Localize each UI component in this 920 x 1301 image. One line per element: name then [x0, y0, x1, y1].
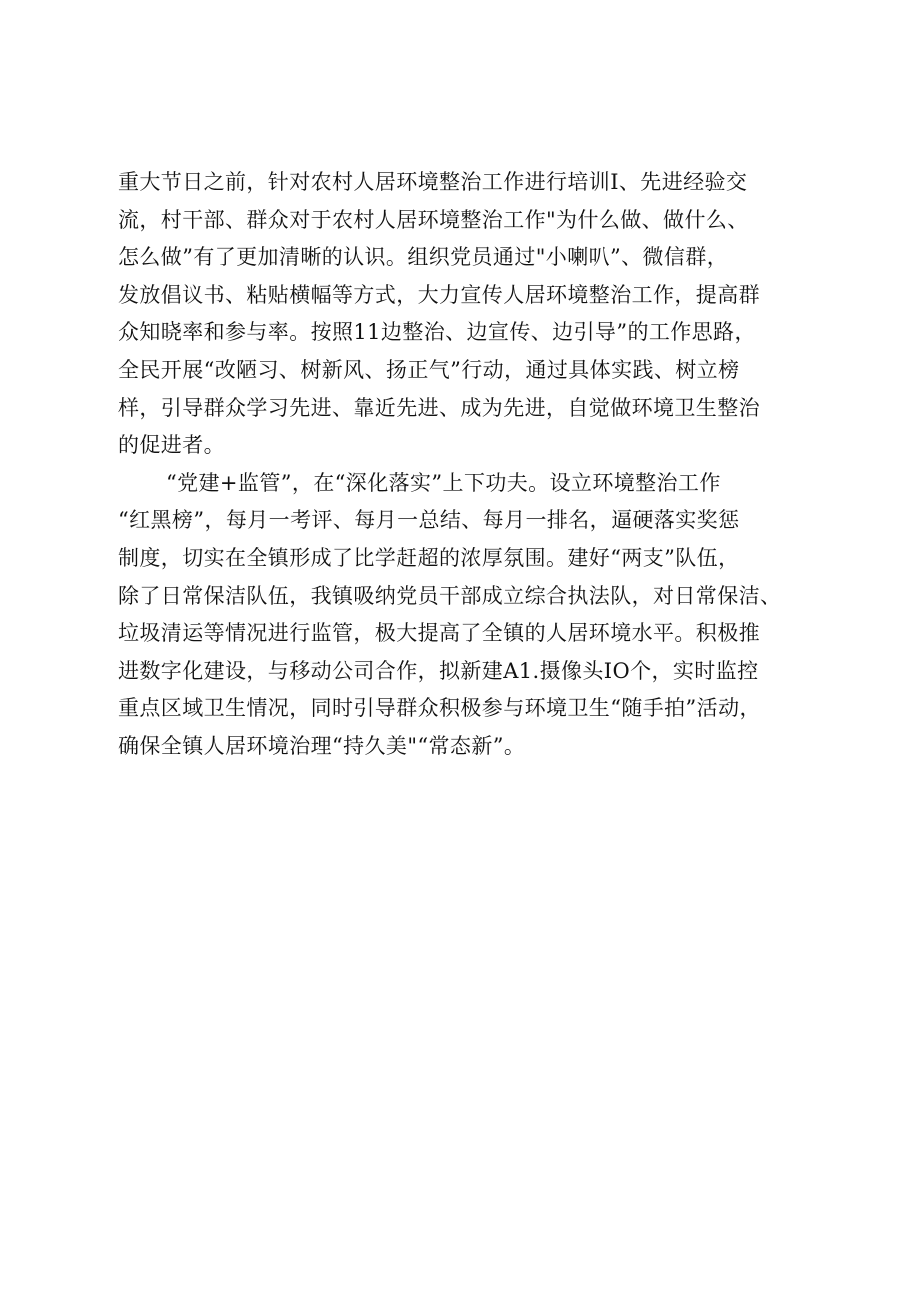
text-line: 重点区域卫生情况，同时引导群众积极参与环境卫生“随手拍”活动， — [118, 696, 761, 721]
text-line: 制度，切实在全镇形成了比学赶超的浓厚氛围。建好“两支”队伍， — [118, 545, 740, 570]
paragraph-1 — [118, 164, 818, 465]
text-line: 流，村干部、群众对于农村人居环境整治工作"为什么做、做什么、 — [118, 207, 749, 232]
document-body — [118, 164, 818, 766]
text-line: 进数字化建设，与移动公司合作，拟新建A1.摄像头IO个，实时监控 — [118, 658, 759, 683]
text-line: “党建+监管”，在“深化落实”上下功夫。设立环境整治工作 — [166, 470, 721, 495]
text-line: 垃圾清运等情况进行监管，极大提高了全镇的人居环境水平。积极推 — [118, 621, 760, 646]
text-line: 的促进者。 — [118, 433, 225, 458]
text-line: 全民开展“改陋习、树新风、扬正气”行动，通过具体实践、树立榜 — [118, 357, 740, 382]
text-line: 众知晓率和参与率。按照11边整治、边宣传、边引导”的工作思路， — [118, 320, 756, 345]
text-line: 发放倡议书、粘贴横幅等方式，大力宣传人居环境整治工作，提高群 — [118, 282, 760, 307]
text-line: 样，引导群众学习先进、靠近先进、成为先进，自觉做环境卫生整治 — [118, 395, 760, 420]
paragraph-2 — [118, 465, 818, 766]
text-line: 确保全镇人居环境治理“持久美"“常态新”。 — [118, 733, 526, 758]
text-line: “红黑榜”，每月一考评、每月一总结、每月一排名，逼硬落实奖惩 — [118, 508, 740, 533]
text-line: 怎么做”有了更加清晰的认识。组织党员通过"小喇叭”、微信群， — [118, 245, 729, 270]
text-line: 重大节日之前，针对农村人居环境整治工作进行培训I、先进经验交 — [118, 170, 748, 194]
text-line: 除了日常保洁队伍，我镇吸纳党员干部成立综合执法队，对日常保洁、 — [118, 583, 782, 608]
